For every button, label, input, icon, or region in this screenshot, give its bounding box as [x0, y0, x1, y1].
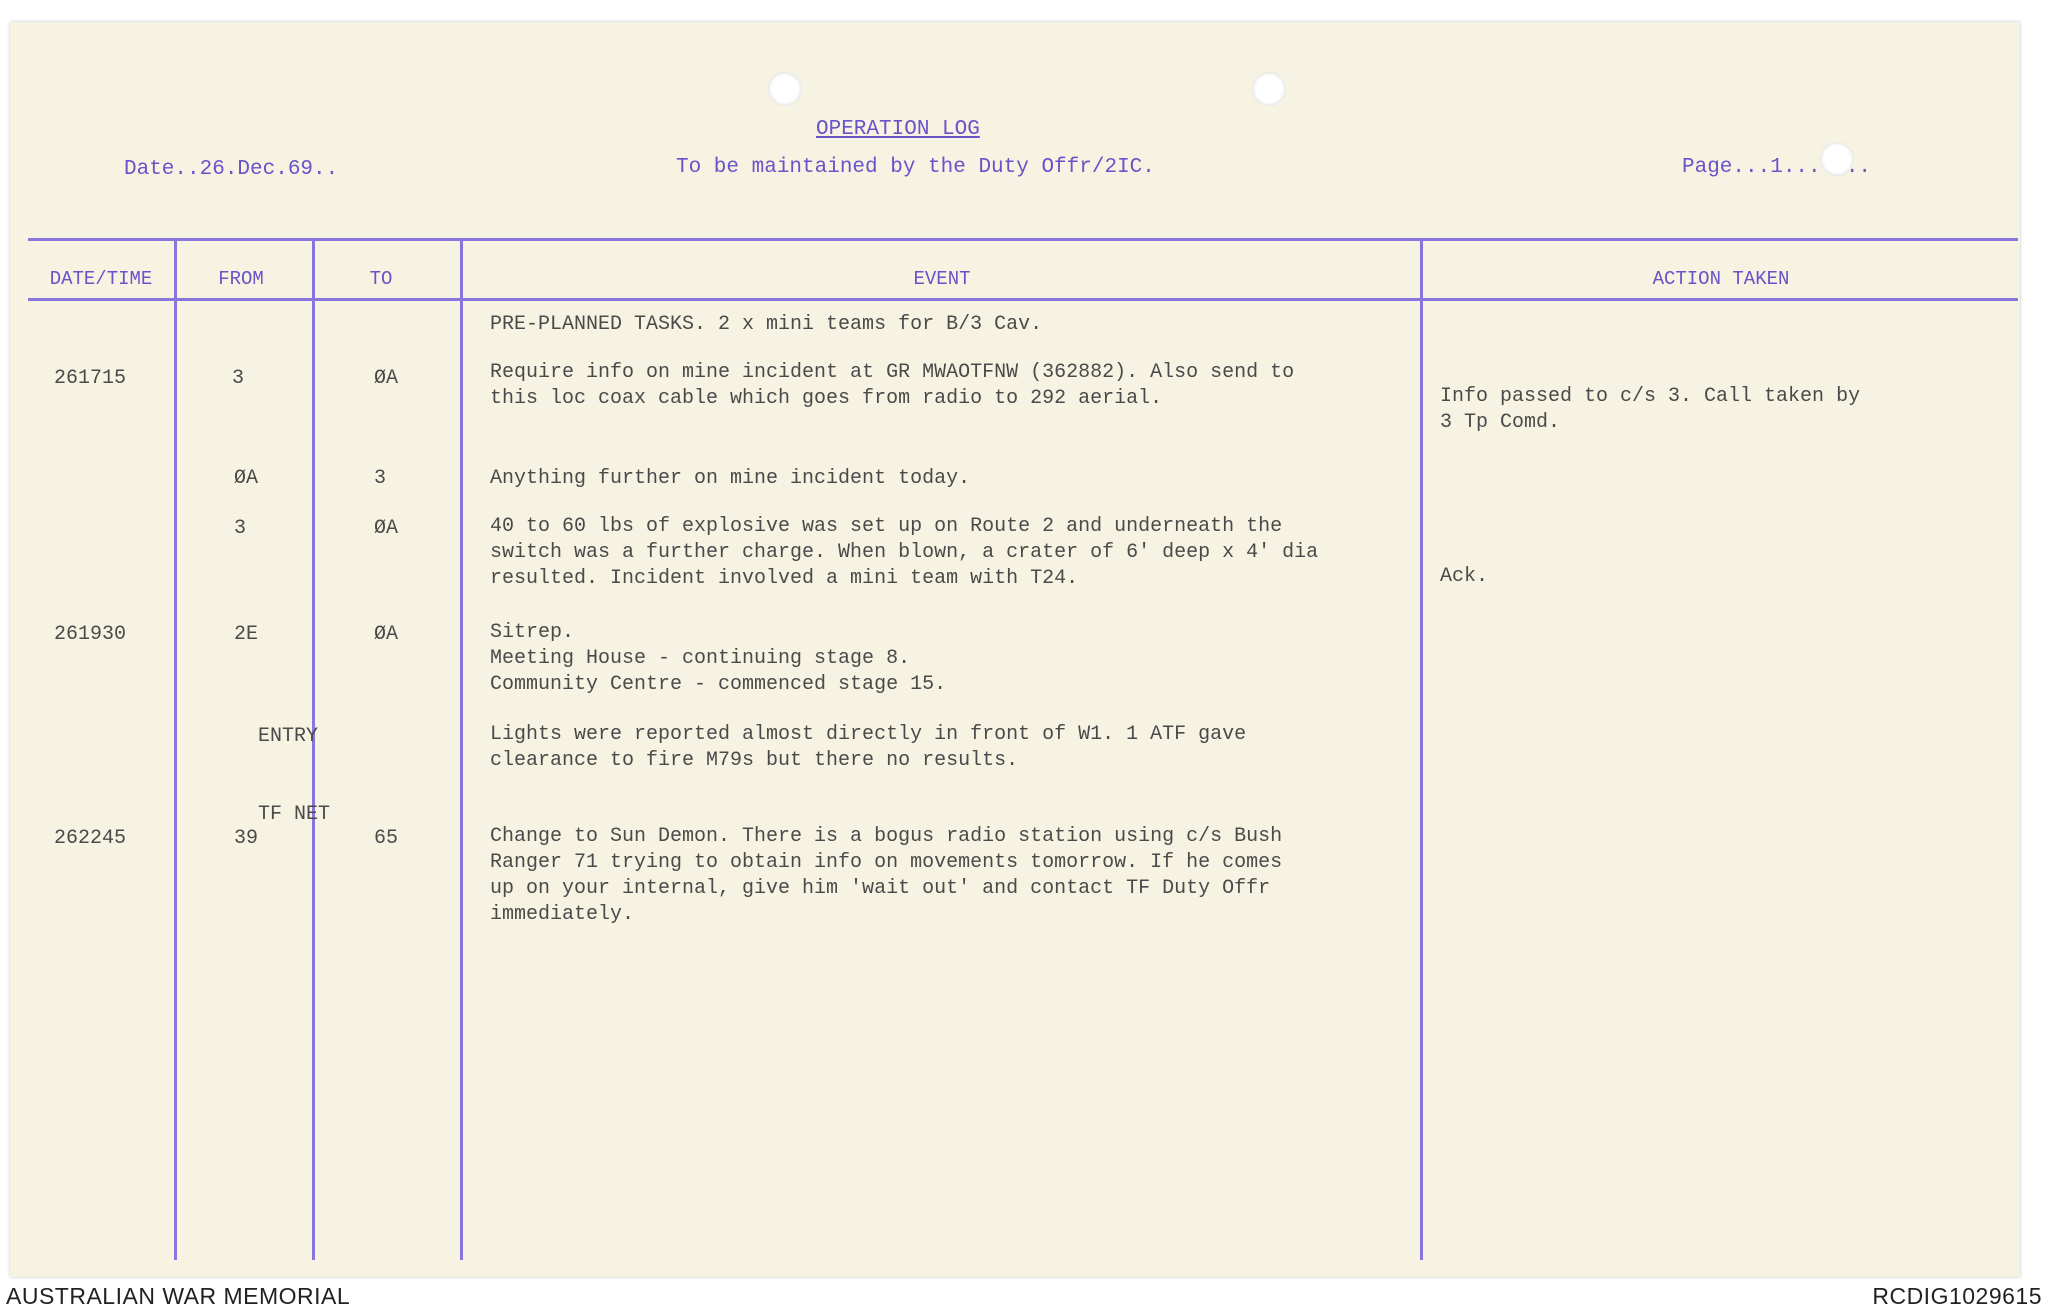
event-text: PRE-PLANNED TASKS. 2 x mini teams for B/3 Cav.	[490, 313, 1043, 336]
to-cell: 3	[374, 467, 387, 490]
event-text: 40 to 60 lbs of explosive was set up on Route 2 and underneath the switch was a further charge. When blown, a crater of 6' deep x 4' dia resulted. Incident involved a mini team with T24.	[490, 515, 1319, 590]
footer-record-id: RCDIG1029615	[1872, 1283, 2042, 1309]
from-cell: 3	[234, 517, 247, 540]
from-cell: ØA	[234, 467, 259, 490]
to-cell: ØA	[374, 367, 399, 390]
to-cell: ØA	[374, 517, 399, 540]
col-header-event: EVENT	[913, 268, 971, 290]
col-header-action: ACTION TAKEN	[1652, 268, 1790, 290]
page-number: Page...1... ..	[1682, 156, 1872, 179]
event-text: Sitrep. Meeting House - continuing stage 8. Community Centre - commenced stage 15.	[490, 621, 947, 696]
to-cell: 65	[374, 827, 399, 850]
col-divider-4	[1420, 240, 1423, 1260]
datetime-cell: 262245	[54, 827, 127, 850]
datetime-cell: 261715	[54, 367, 127, 390]
net-note: TF NET	[258, 803, 331, 826]
footer-archive-name: AUSTRALIAN WAR MEMORIAL	[6, 1283, 351, 1309]
log-subtitle: To be maintained by the Duty Offr/2IC.	[676, 156, 1155, 179]
col-divider-3	[460, 240, 463, 1260]
from-cell: ENTRY	[258, 725, 319, 748]
log-date: Date..26.Dec.69..	[124, 158, 339, 181]
event-text: Require info on mine incident at GR MWAOTFNW (362882). Also send to this loc coax cable which goes from radio to 292 aerial.	[490, 361, 1295, 410]
action-text: Info passed to c/s 3. Call taken by 3 Tp Comd.	[1440, 385, 1861, 434]
datetime-cell: 261930	[54, 623, 127, 646]
punch-hole-right	[1252, 72, 1286, 106]
to-cell: ØA	[374, 623, 399, 646]
log-title: OPERATION LOG	[816, 118, 980, 141]
event-text: Lights were reported almost directly in front of W1. 1 ATF gave clearance to fire M79s but there no results.	[490, 723, 1247, 772]
from-cell: 3	[232, 367, 245, 390]
event-text: Anything further on mine incident today.	[490, 467, 971, 490]
col-header-datetime: DATE/TIME	[49, 268, 153, 290]
col-header-from: FROM	[218, 268, 264, 290]
punch-hole-left	[768, 72, 802, 106]
action-text: Ack.	[1440, 565, 1489, 588]
from-cell: 39	[234, 827, 259, 850]
col-divider-2	[312, 240, 315, 1260]
from-cell: 2E	[234, 623, 259, 646]
table-top-rule	[28, 238, 2018, 241]
table-header-rule	[28, 298, 2018, 301]
event-text: Change to Sun Demon. There is a bogus radio station using c/s Bush Ranger 71 trying to obtain info on movements tomorrow. If he comes up on your internal, give him 'wait out' and contact TF Duty Offr immediately.	[490, 825, 1283, 926]
col-header-to: TO	[369, 268, 393, 290]
col-divider-1	[174, 240, 177, 1260]
